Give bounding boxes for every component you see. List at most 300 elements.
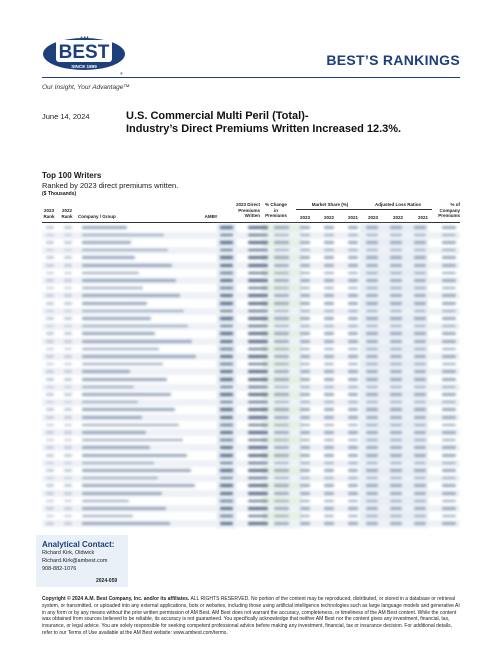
blurred-cell (82, 226, 127, 229)
blurred-cell (248, 393, 268, 396)
blurred-cell (414, 500, 426, 503)
blurred-cell (324, 332, 334, 335)
blurred-cell (248, 241, 268, 244)
blurred-cell (82, 500, 129, 503)
blurred-cell (248, 408, 268, 411)
blurred-cell (248, 462, 268, 465)
blurred-cell (82, 332, 155, 335)
blurred-cell (414, 363, 426, 366)
blurred-cell (46, 522, 54, 525)
blurred-cell (348, 515, 358, 518)
blurred-cell (324, 462, 334, 465)
blurred-cell (366, 370, 378, 373)
blurred-row (42, 315, 460, 322)
blurred-cell (248, 249, 268, 252)
brand-title: BEST’S RANKINGS (326, 52, 460, 68)
blurred-cell (324, 355, 334, 358)
blurred-cell (348, 507, 358, 510)
blurred-cell (414, 424, 426, 427)
blurred-cell (248, 500, 268, 503)
blurred-cell (64, 310, 72, 313)
blurred-row (42, 482, 460, 489)
blurred-row (42, 467, 460, 474)
col-amb: AMB# (204, 214, 218, 219)
blurred-cell (414, 294, 426, 297)
blurred-cell (46, 378, 54, 381)
blurred-cell (300, 515, 310, 518)
blurred-row (42, 460, 460, 467)
report-id: 2024-059 (96, 578, 118, 584)
blurred-cell (64, 484, 72, 487)
blurred-row (42, 353, 460, 360)
blurred-cell (442, 287, 456, 290)
blurred-cell (220, 424, 233, 427)
blurred-cell (324, 401, 334, 404)
blurred-cell (220, 507, 233, 510)
blurred-cell (220, 484, 233, 487)
blurred-cell (64, 332, 72, 335)
blurred-cell (220, 264, 233, 267)
blurred-cell (442, 393, 456, 396)
blurred-cell (442, 515, 456, 518)
blurred-cell (414, 241, 426, 244)
blurred-cell (82, 264, 172, 267)
blurred-cell (64, 241, 72, 244)
blurred-cell (220, 302, 233, 305)
blurred-cell (274, 325, 289, 328)
blurred-cell (248, 294, 268, 297)
blurred-cell (46, 515, 54, 518)
blurred-cell (300, 446, 310, 449)
blurred-cell (300, 393, 310, 396)
blurred-cell (248, 484, 268, 487)
blurred-cell (366, 484, 378, 487)
headline-line-2: Industry’s Direct Premiums Written Increased 12.3%. (126, 123, 402, 135)
blurred-cell (390, 310, 402, 313)
blurred-cell (274, 469, 289, 472)
blurred-cell (324, 500, 334, 503)
blurred-table-body (42, 224, 460, 528)
blurred-cell (348, 256, 358, 259)
blurred-cell (390, 454, 402, 457)
blurred-cell (414, 256, 426, 259)
blurred-cell (274, 454, 289, 457)
col-pct-change: % Change in Premiums (265, 202, 287, 218)
blurred-cell (82, 287, 143, 290)
blurred-cell (64, 317, 72, 320)
blurred-cell (390, 325, 402, 328)
contact-title: Analytical Contact: (42, 540, 115, 549)
blurred-cell (274, 477, 289, 480)
blurred-row (42, 300, 460, 307)
blurred-cell (46, 332, 54, 335)
blurred-cell (348, 386, 358, 389)
blurred-cell (414, 370, 426, 373)
blurred-cell (366, 279, 378, 282)
header-divider (42, 77, 460, 78)
blurred-cell (82, 416, 142, 419)
blurred-cell (220, 416, 233, 419)
blurred-cell (366, 462, 378, 465)
terms-link[interactable]: www.ambest.com/terms (173, 629, 227, 636)
blurred-cell (82, 294, 180, 297)
blurred-cell (82, 348, 159, 351)
blurred-cell (82, 325, 188, 328)
blurred-cell (220, 256, 233, 259)
blurred-cell (366, 522, 378, 525)
blurred-cell (348, 363, 358, 366)
blurred-cell (366, 439, 378, 442)
blurred-row (42, 513, 460, 520)
blurred-cell (348, 272, 358, 275)
blurred-cell (348, 408, 358, 411)
blurred-cell (414, 279, 426, 282)
blurred-cell (64, 462, 72, 465)
blurred-cell (324, 507, 334, 510)
blurred-cell (220, 226, 233, 229)
col-rank-2022: 2022 Rank (61, 208, 73, 219)
blurred-cell (248, 340, 268, 343)
blurred-cell (220, 477, 233, 480)
blurred-row (42, 346, 460, 353)
blurred-cell (64, 500, 72, 503)
blurred-cell (390, 302, 402, 305)
blurred-cell (348, 241, 358, 244)
blurred-cell (366, 446, 378, 449)
blurred-cell (220, 249, 233, 252)
blurred-cell (414, 515, 426, 518)
blurred-cell (414, 340, 426, 343)
blurred-cell (300, 325, 310, 328)
blurred-cell (82, 279, 176, 282)
blurred-cell (220, 363, 233, 366)
col-lr-2023: 2023 (367, 215, 378, 220)
blurred-cell (324, 249, 334, 252)
blurred-cell (46, 370, 54, 373)
blurred-cell (300, 241, 310, 244)
blurred-cell (64, 249, 72, 252)
blurred-cell (274, 386, 289, 389)
blurred-cell (348, 484, 358, 487)
blurred-cell (442, 386, 456, 389)
blurred-cell (324, 370, 334, 373)
blurred-cell (274, 310, 289, 313)
blurred-cell (64, 393, 72, 396)
blurred-cell (274, 431, 289, 434)
blurred-cell (274, 272, 289, 275)
blurred-cell (414, 332, 426, 335)
blurred-cell (220, 287, 233, 290)
blurred-cell (442, 234, 456, 237)
blurred-cell (390, 484, 402, 487)
blurred-cell (46, 249, 54, 252)
blurred-cell (366, 408, 378, 411)
blurred-cell (324, 515, 334, 518)
blurred-row (42, 368, 460, 375)
blurred-cell (324, 272, 334, 275)
blurred-cell (248, 507, 268, 510)
blurred-cell (248, 272, 268, 275)
blurred-cell (390, 393, 402, 396)
blurred-cell (274, 241, 289, 244)
blurred-cell (46, 241, 54, 244)
blurred-cell (82, 424, 179, 427)
blurred-cell (220, 348, 233, 351)
blurred-cell (324, 416, 334, 419)
blurred-cell (414, 439, 426, 442)
blurred-cell (46, 431, 54, 434)
blurred-cell (82, 310, 184, 313)
blurred-cell (390, 249, 402, 252)
blurred-cell (414, 469, 426, 472)
blurred-cell (248, 492, 268, 495)
blurred-cell (414, 378, 426, 381)
contact-name: Richard Kirk, Oldwick (42, 550, 95, 556)
blurred-cell (414, 431, 426, 434)
blurred-cell (274, 522, 289, 525)
blurred-cell (274, 416, 289, 419)
blurred-cell (64, 416, 72, 419)
blurred-cell (274, 462, 289, 465)
blurred-cell (82, 469, 191, 472)
blurred-cell (366, 469, 378, 472)
blurred-cell (324, 393, 334, 396)
blurred-row (42, 232, 460, 239)
blurred-row (42, 452, 460, 459)
blurred-cell (82, 454, 187, 457)
copyright-bold: Copyright © 2024 A.M. Best Company, Inc. and/or its affiliates. (42, 596, 190, 602)
blurred-cell (442, 310, 456, 313)
blurred-cell (82, 484, 195, 487)
blurred-cell (366, 477, 378, 480)
blurred-cell (82, 355, 196, 358)
blurred-cell (442, 416, 456, 419)
blurred-cell (390, 241, 402, 244)
blurred-cell (82, 302, 147, 305)
blurred-cell (248, 439, 268, 442)
blurred-cell (442, 401, 456, 404)
col-ms-2023: 2023 (299, 215, 310, 220)
col-lr-2022: 2022 (392, 215, 403, 220)
blurred-cell (324, 363, 334, 366)
blurred-cell (390, 446, 402, 449)
blurred-cell (324, 234, 334, 237)
blurred-cell (248, 416, 268, 419)
blurred-cell (274, 234, 289, 237)
blurred-cell (300, 424, 310, 427)
col-pct-company-premiums: % of Company Premiums (438, 202, 460, 218)
blurred-cell (82, 370, 130, 373)
blurred-cell (324, 279, 334, 282)
blurred-cell (366, 348, 378, 351)
blurred-cell (348, 416, 358, 419)
blurred-cell (324, 424, 334, 427)
blurred-cell (348, 279, 358, 282)
blurred-cell (442, 378, 456, 381)
blurred-cell (324, 484, 334, 487)
blurred-cell (324, 477, 334, 480)
blurred-cell (82, 492, 162, 495)
blurred-cell (348, 310, 358, 313)
blurred-cell (442, 348, 456, 351)
blurred-cell (220, 317, 233, 320)
blurred-cell (220, 355, 233, 358)
blurred-cell (274, 279, 289, 282)
blurred-row (42, 406, 460, 413)
blurred-cell (46, 302, 54, 305)
blurred-cell (274, 500, 289, 503)
blurred-cell (82, 408, 175, 411)
blurred-cell (46, 462, 54, 465)
blurred-cell (324, 226, 334, 229)
blurred-cell (248, 310, 268, 313)
blurred-cell (248, 279, 268, 282)
blurred-cell (82, 393, 171, 396)
blurred-cell (64, 477, 72, 480)
blurred-cell (442, 256, 456, 259)
blurred-cell (300, 317, 310, 320)
blurred-cell (300, 386, 310, 389)
blurred-cell (348, 492, 358, 495)
blurred-cell (248, 446, 268, 449)
blurred-cell (274, 393, 289, 396)
blurred-cell (220, 325, 233, 328)
blurred-cell (300, 439, 310, 442)
blurred-cell (300, 416, 310, 419)
blurred-cell (220, 492, 233, 495)
blurred-row (42, 490, 460, 497)
blurred-cell (274, 355, 289, 358)
blurred-cell (220, 462, 233, 465)
blurred-cell (46, 363, 54, 366)
blurred-cell (442, 507, 456, 510)
blurred-cell (274, 492, 289, 495)
blurred-cell (390, 355, 402, 358)
blurred-cell (442, 462, 456, 465)
blurred-cell (274, 348, 289, 351)
blurred-cell (442, 332, 456, 335)
blurred-cell (390, 272, 402, 275)
blurred-cell (46, 424, 54, 427)
blurred-cell (366, 515, 378, 518)
blurred-cell (248, 378, 268, 381)
blurred-cell (274, 515, 289, 518)
blurred-cell (64, 401, 72, 404)
blurred-cell (274, 249, 289, 252)
blurred-cell (220, 515, 233, 518)
blurred-cell (366, 317, 378, 320)
blurred-cell (300, 469, 310, 472)
blurred-cell (64, 515, 72, 518)
blurred-cell (442, 446, 456, 449)
blurred-cell (64, 469, 72, 472)
blurred-cell (442, 355, 456, 358)
blurred-row (42, 429, 460, 436)
blurred-cell (366, 363, 378, 366)
blurred-cell (390, 492, 402, 495)
blurred-cell (324, 317, 334, 320)
blurred-cell (366, 234, 378, 237)
blurred-cell (274, 424, 289, 427)
blurred-cell (348, 317, 358, 320)
blurred-cell (348, 234, 358, 237)
blurred-cell (46, 272, 54, 275)
blurred-row (42, 505, 460, 512)
blurred-cell (64, 355, 72, 358)
blurred-cell (46, 264, 54, 267)
blurred-cell (414, 416, 426, 419)
blurred-cell (274, 226, 289, 229)
blurred-cell (300, 431, 310, 434)
blurred-cell (414, 317, 426, 320)
report-headline (126, 110, 446, 136)
blurred-cell (390, 264, 402, 267)
col-ms-2021: 2021 (347, 215, 358, 220)
blurred-cell (248, 363, 268, 366)
tagline: Our Insight, Your Advantage™ (42, 84, 130, 91)
blurred-cell (274, 287, 289, 290)
blurred-cell (390, 401, 402, 404)
blurred-cell (348, 264, 358, 267)
blurred-cell (46, 279, 54, 282)
blurred-cell (348, 477, 358, 480)
blurred-cell (220, 241, 233, 244)
blurred-row (42, 247, 460, 254)
blurred-cell (390, 226, 402, 229)
blurred-cell (64, 256, 72, 259)
blurred-cell (46, 446, 54, 449)
blurred-cell (64, 348, 72, 351)
blurred-row (42, 520, 460, 527)
blurred-cell (348, 294, 358, 297)
table-header-rule (42, 222, 460, 223)
blurred-cell (46, 287, 54, 290)
contact-email[interactable]: Richard.Kirk@ambest.com (42, 558, 108, 564)
blurred-cell (390, 287, 402, 290)
blurred-cell (220, 310, 233, 313)
blurred-row (42, 330, 460, 337)
blurred-cell (82, 462, 154, 465)
blurred-cell (366, 310, 378, 313)
blurred-cell (414, 507, 426, 510)
blurred-cell (366, 340, 378, 343)
blurred-cell (390, 340, 402, 343)
col-lr-2021: 2021 (417, 215, 428, 220)
blurred-cell (300, 332, 310, 335)
blurred-cell (220, 294, 233, 297)
blurred-cell (64, 370, 72, 373)
blurred-cell (366, 249, 378, 252)
blurred-cell (390, 332, 402, 335)
report-date: June 14, 2024 (42, 112, 90, 121)
blurred-cell (442, 363, 456, 366)
blurred-cell (64, 340, 72, 343)
col-group-market-share: Market Share (%) (296, 202, 364, 210)
blurred-cell (324, 378, 334, 381)
blurred-cell (82, 386, 134, 389)
blurred-cell (414, 492, 426, 495)
blurred-row (42, 224, 460, 231)
blurred-cell (248, 264, 268, 267)
blurred-cell (390, 378, 402, 381)
blurred-cell (414, 226, 426, 229)
blurred-cell (324, 302, 334, 305)
blurred-cell (414, 454, 426, 457)
blurred-cell (324, 454, 334, 457)
blurred-cell (274, 294, 289, 297)
blurred-cell (366, 492, 378, 495)
blurred-cell (414, 249, 426, 252)
